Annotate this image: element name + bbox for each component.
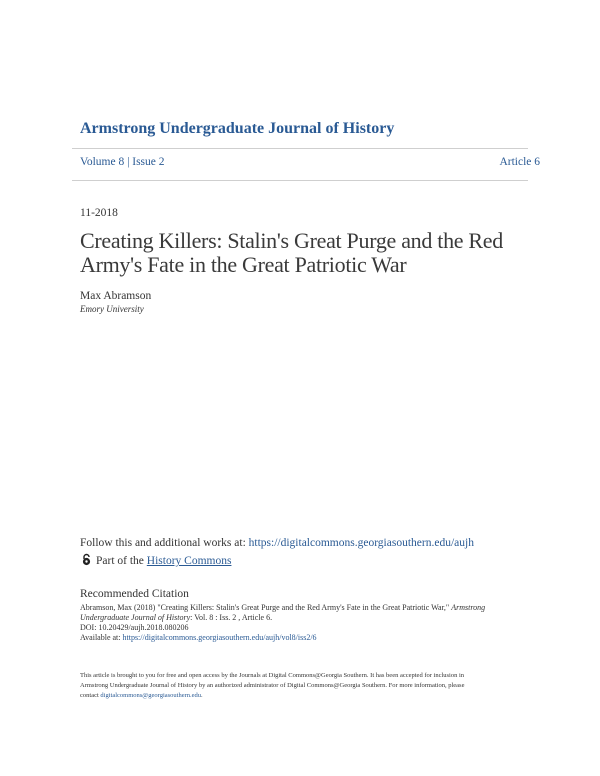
issue-row: [80, 156, 540, 172]
citation-doi: DOI: 10.20429/aujh.2018.080206: [80, 623, 189, 632]
citation-line1: Abramson, Max (2018) "Creating Killers: Stalin's Great Purge and the Red Army's Fate in the Great Patriotic War,": [80, 603, 450, 612]
part-of-line: [80, 553, 231, 567]
part-prefix: Part of the: [96, 555, 147, 567]
citation-line2-rest: : Vol. 8 : Iss. 2 , Article 6.: [190, 613, 273, 622]
follow-prefix: Follow this and additional works at:: [80, 537, 249, 549]
volume-issue-link[interactable]: Volume 8 | Issue 2: [80, 156, 165, 168]
footer-contact-prefix: contact: [80, 692, 101, 699]
available-url-link[interactable]: https://digitalcommons.georgiasouthern.edu/aujh/vol8/iss2/6: [122, 633, 317, 642]
citation-block: [80, 603, 530, 643]
article-number-link[interactable]: Article 6: [499, 156, 540, 168]
author-affiliation: Emory University: [80, 304, 144, 314]
article-title: Creating Killers: Stalin's Great Purge and the Red Army's Fate in the Great Patriotic War: [80, 228, 503, 277]
contact-email-link[interactable]: digitalcommons@georgiasouthern.edu: [100, 692, 202, 699]
open-access-lock-icon: [80, 553, 93, 566]
recommended-citation-heading: Recommended Citation: [80, 588, 189, 600]
follow-url-link[interactable]: https://digitalcommons.georgiasouthern.edu/aujh: [248, 537, 474, 549]
footer-notice: [80, 671, 530, 701]
history-commons-link[interactable]: History Commons: [146, 555, 232, 567]
citation-journal-italic-1: Armstrong: [451, 603, 486, 612]
journal-title[interactable]: Armstrong Undergraduate Journal of History: [80, 120, 395, 137]
divider-top: [72, 148, 528, 149]
divider-bottom: [72, 180, 528, 181]
author-name: Max Abramson: [80, 290, 152, 302]
citation-journal-italic-2: Undergraduate Journal of History: [80, 613, 191, 622]
publication-date: 11-2018: [80, 207, 118, 219]
available-prefix: Available at:: [80, 633, 123, 642]
footer-line2: Armstrong Undergraduate Journal of History by an authorized administrator of Digital Commons@Georgia Southern. For more information, please: [80, 682, 465, 689]
follow-line: [80, 537, 474, 549]
footer-contact-suffix: .: [201, 692, 203, 699]
footer-line1: This article is brought to you for free and open access by the Journals at Digital Commons@Georgia Southern. It has been accepted for inclusion in: [80, 672, 465, 679]
